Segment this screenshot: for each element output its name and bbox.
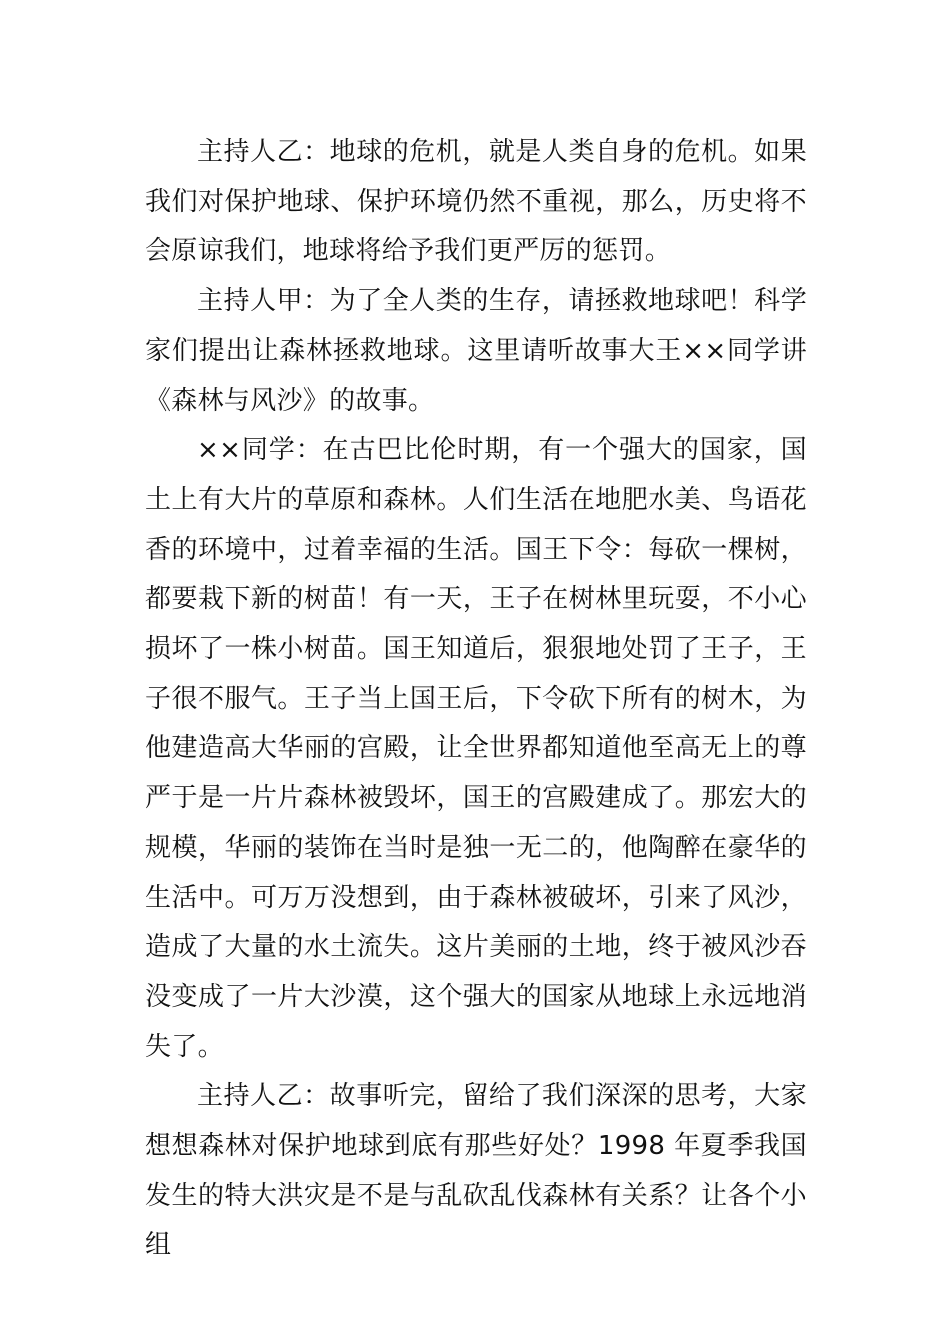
- document-body: [145, 128, 807, 1271]
- paragraph-student-story: ××同学：在古巴比伦时期，有一个强大的国家，国土上有大片的草原和森林。人们生活在地肥水美、鸟语花香的环境中，过着幸福的生活。国王下令：每砍一棵树，都要栽下新的树苗！有一天，王子在树林里玩耍，不小心损坏了一株小树苗。国王知道后，狠狠地处罚了王子，王子很不服气。王子当上国王后，下令砍下所有的树木，为他建造高大华丽的宫殿，让全世界都知道他至高无上的尊严于是一片片森林被毁坏，国王的宫殿建成了。那宏大的规模，华丽的装饰在当时是独一无二的，他陶醉在豪华的生活中。可万万没想到，由于森林被破坏，引来了风沙，造成了大量的水土流失。这片美丽的土地，终于被风沙吞没变成了一片大沙漠，这个强大的国家从地球上永远地消失了。: [145, 435, 807, 1062]
- paragraph-host-b-crisis: 主持人乙：地球的危机，就是人类自身的危机。如果我们对保护地球、保护环境仍然不重视，那么，历史将不会原谅我们，地球将给予我们更严厉的惩罚。: [145, 137, 807, 267]
- paragraph-host-b-reflection: 主持人乙：故事听完，留给了我们深深的思考，大家想想森林对保护地球到底有那些好处？1998 年夏季我国发生的特大洪灾是不是与乱砍乱伐森林有关系？让各个小组: [145, 1081, 807, 1261]
- paragraph-host-a-save-earth: 主持人甲：为了全人类的生存，请拯救地球吧！科学家们提出让森林拯救地球。这里请听故事大王××同学讲《森林与风沙》的故事。: [145, 286, 807, 416]
